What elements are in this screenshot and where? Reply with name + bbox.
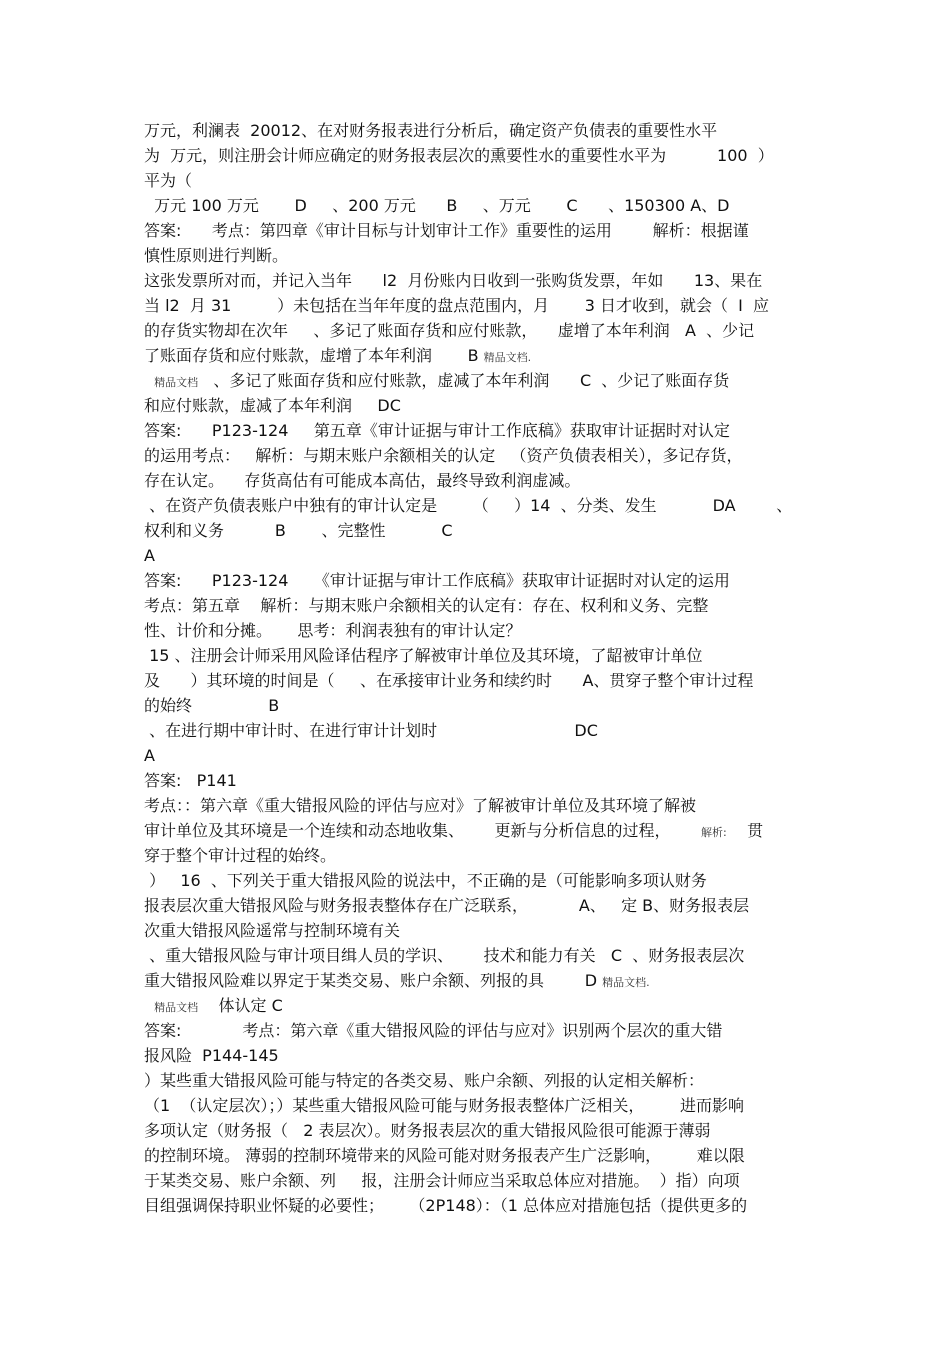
text-line-35 xyxy=(144,968,824,993)
analysis-label: 解析: xyxy=(701,826,727,839)
text-line-15: 存在认定。 存货高估有可能成本高估，最终导致利润虚减。 xyxy=(144,471,581,490)
watermark-label: 精品文档. xyxy=(483,351,532,364)
text-line-23: 及 ）其环境的时间是（ 、在承接审计业务和续约时 A、贯穿子整个审计过程 xyxy=(144,671,754,690)
text-line-22: 15 、注册会计师采用风险译估程序了解被审计单位及其环境，了龆被审计单位 xyxy=(144,646,703,665)
text-line-17: 权利和义务 B 、完整性 C xyxy=(144,521,453,540)
text-segment: 审计单位及其环境是一个连续和动态地收集、 更新与分析信息的过程， xyxy=(144,821,702,840)
text-line-8: 当 l2 月 31 ）未包括在当年年度的盘点范围内，月 3 日才收到，就会（ I 应 xyxy=(144,296,770,315)
text-line-7: 这张发票所对而，并记入当年 l2 月份账内日收到一张购货发票，年如 13、果在 xyxy=(144,271,763,290)
text-line-10 xyxy=(144,343,824,368)
text-segment: 贯 xyxy=(726,821,764,840)
text-line-41: 多项认定（财务报（ 2 表层次）。财务报表层次的重大错报风险很可能源于薄弱 xyxy=(144,1121,711,1140)
text-line-28: 考点：：第六章《重大错报风险的评估与应对》了解被审计单位及其环境了解被 xyxy=(144,796,697,815)
text-line-26: A xyxy=(144,746,155,765)
text-line-4: 万元 100 万元 D 、200 万元 B 、万元 C 、150300 A、D xyxy=(144,196,730,215)
watermark-label: 精品文档. xyxy=(602,976,650,989)
watermark-label: 精品文档 xyxy=(154,1001,199,1014)
text-line-39: ）某些重大错报风险可能与特定的各类交易、账户余额、列报的认定相关解析： xyxy=(144,1071,705,1090)
text-segment xyxy=(144,371,154,390)
text-line-1: 万元，利澜表 20012、在对财务报表进行分析后，确定资产负债表的重要性水平 xyxy=(144,121,718,140)
text-line-42: 的控制环境。 薄弱的控制环境带来的风险可能对财务报表产生广泛影响， 难以限 xyxy=(144,1146,745,1165)
text-line-27: 答案: P141 xyxy=(144,771,237,790)
text-line-25: 、在进行期中审计时、在进行审计计划时 DC xyxy=(144,721,598,740)
text-line-19: 答案: P123-124 《审计证据与审计工作底稿》获取审计证据时对认定的运用 xyxy=(144,571,730,590)
document-body xyxy=(144,118,824,1218)
text-line-32: 报表层次重大错报风险与财务报表整体存在广泛联系， A、 定 B、财务报表层 xyxy=(144,896,750,915)
text-line-13: 答案: P123-124 第五章《审计证据与审计工作底稿》获取审计证据时对认定 xyxy=(144,421,730,440)
text-line-37: 答案: 考点：第六章《重大错报风险的评估与应对》识别两个层次的重大错 xyxy=(144,1021,723,1040)
text-line-30: 穿于整个审计过程的始终。 xyxy=(144,846,337,865)
text-line-2: 为 万元，则注册会计师应确定的财务报表层次的熏要性水的重要性水平为 100 ） xyxy=(144,146,774,165)
text-line-43: 于某类交易、账户余额、列 报，注册会计师应当采取总体应对措施。 ）指）向项 xyxy=(144,1171,740,1190)
text-line-44: 目组强调保持职业怀疑的必要性； （2P148）：（1 总体应对措施包括（提供更多的 xyxy=(144,1196,748,1215)
text-line-29 xyxy=(144,818,824,843)
text-line-34: 、重大错报风险与审计项目缉人员的学识、 技术和能力有关 C 、财务报表层次 xyxy=(144,946,745,965)
text-line-21: 性、计价和分摊。 思考：利润表独有的审计认定？ xyxy=(144,621,522,640)
text-segment: 重大错报风险难以界定于某类交易、账户余额、列报的具 D xyxy=(144,971,603,990)
text-line-16: 、在资产负债表账户中独有的审计认定是 （ ）14 、分类、发生 DA 、 xyxy=(144,496,793,515)
text-line-24: 的始终 B xyxy=(144,696,280,715)
text-line-20: 考点：第五章 解析：与期末账户余额相关的认定有：存在、权利和义务、完整 xyxy=(144,596,709,615)
text-line-9: 的存货实物却在次年 、多记了账面存货和应付账款， 虚增了本年利润 A 、少记 xyxy=(144,321,755,340)
text-line-6: 慎性原则进行判断。 xyxy=(144,246,289,265)
text-segment xyxy=(144,996,154,1015)
text-segment: 体认定 C xyxy=(198,996,283,1015)
text-line-11 xyxy=(144,368,824,393)
text-segment: 、多记了账面存货和应付账款，虚减了本年利润 C 、少记了账面存货 xyxy=(198,371,730,390)
text-segment: 了账面存货和应付账款，虚增了本年利润 B xyxy=(144,346,484,365)
text-line-5: 答案: 考点：第四章《审计目标与计划审计工作》重要性的运用 解析：根据谨 xyxy=(144,221,749,240)
text-line-38: 报风险 P144-145 xyxy=(144,1046,279,1065)
watermark-label: 精品文档 xyxy=(154,376,199,389)
text-line-33: 次重大错报风险遥常与控制环境有关 xyxy=(144,921,401,940)
text-line-18: A xyxy=(144,546,155,565)
text-line-40: （1 （认定层次）；）某些重大错报风险可能与财务报表整体广泛相关， 进而影响 xyxy=(144,1096,744,1115)
text-line-12: 和应付账款，虚减了本年利润 DC xyxy=(144,396,401,415)
text-line-36 xyxy=(144,993,824,1018)
text-line-31: ） 16 、下列关于重大错报风险的说法中，不正确的是（可能影响多项认财务 xyxy=(144,871,707,890)
text-line-14: 的运用考点： 解析：与期末账户余额相关的认定 （资产负债表相关），多记存货， xyxy=(144,446,743,465)
text-line-3: 平为（ xyxy=(144,171,193,190)
